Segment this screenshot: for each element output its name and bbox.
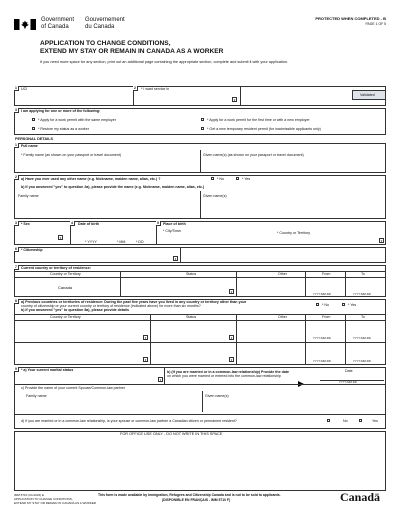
dob-day-label: * DD bbox=[136, 240, 144, 244]
other-names-yes-checkbox[interactable] bbox=[236, 177, 239, 180]
other-given-name-label: Given name(s) bbox=[203, 194, 227, 198]
form-title-line2: EXTEND MY STAY OR REMAIN IN CANADA AS A WORKER bbox=[40, 47, 224, 55]
footer-french: (DISPONIBLE EN FRANÇAIS - IMM 5710 F) bbox=[162, 498, 231, 502]
other-names-divider bbox=[200, 191, 201, 219]
apply-option-new-employer-checkbox[interactable] bbox=[201, 118, 204, 121]
gov-en-line2: of Canada bbox=[41, 23, 69, 30]
uci-input[interactable] bbox=[20, 93, 132, 103]
form-title bbox=[40, 40, 223, 56]
residence-col-country: Country or Territory bbox=[50, 272, 81, 276]
previous-residence-q-line1: a) Previous countries or territories of residence: During the past five years have you lived in any country or territory other than your bbox=[21, 300, 247, 304]
citizenship-row bbox=[14, 247, 386, 263]
sex-number: 3 bbox=[14, 221, 19, 226]
previous-residence-number: 8 bbox=[14, 299, 19, 304]
marital-divider bbox=[164, 367, 165, 384]
spouse-name-label: c) Provide the name of your current Spouse/Common-law partner bbox=[21, 386, 126, 390]
protected-label: PROTECTED WHEN COMPLETED - B bbox=[315, 16, 386, 21]
dob-label: Date of birth bbox=[78, 222, 100, 226]
previous-residence-no-label: * No bbox=[322, 303, 329, 307]
other-names-no-label: * No bbox=[217, 177, 224, 181]
apply-option-restore-label: * Restore my status as a worker bbox=[38, 127, 89, 131]
residence-number: 7 bbox=[14, 265, 19, 270]
footer-form-id bbox=[14, 494, 96, 506]
residence-v1 bbox=[120, 271, 121, 297]
marital-number: 9 bbox=[14, 367, 19, 372]
apply-number: 3 bbox=[14, 108, 19, 113]
full-name-label: Full name bbox=[21, 144, 38, 148]
apply-option-new-employer-label: * Apply for a work permit for the first time or with a new employer bbox=[207, 118, 310, 122]
service-label: * I want service in bbox=[141, 87, 170, 91]
marriage-date-q-line2: on which you were married or entered into the common-law relationship bbox=[167, 374, 281, 379]
marital-line-1 bbox=[14, 384, 386, 385]
spouse-status-question: d) If you are married or in a common-law relationship, is your spouse or common-law partner a Canadian citizen or permanent resident? bbox=[21, 419, 237, 423]
prev-col-country: Country or Territory bbox=[50, 315, 81, 319]
spouse-status-no-label: No bbox=[343, 419, 348, 423]
marriage-date-format: YYYY-MM-DD bbox=[339, 380, 357, 384]
citizenship-number: 6 bbox=[14, 247, 19, 252]
residence-col-from: From bbox=[322, 272, 331, 276]
spouse-status-no-checkbox[interactable] bbox=[327, 419, 330, 422]
pob-label: Place of birth bbox=[163, 222, 186, 226]
given-name-input[interactable] bbox=[203, 159, 383, 171]
personal-details-heading: PERSONAL DETAILS bbox=[15, 137, 54, 141]
apply-option-same-employer-label: * Apply for a work permit with the same employer bbox=[38, 118, 116, 122]
apply-option-restore-checkbox[interactable] bbox=[32, 127, 35, 130]
apply-option-trp-label: * Get a new temporary resident permit (for inadmissible applicants only) bbox=[207, 127, 321, 131]
residence-col-other: Other bbox=[278, 272, 287, 276]
footer-form-title-2: EXTEND MY STAY OR REMAIN IN CANADA AS A WORKER bbox=[14, 500, 96, 505]
previous-residence-question bbox=[21, 300, 246, 312]
footer-form-number: IMM 5710 (04-2022) E bbox=[14, 493, 45, 497]
other-names-yes-label: * Yes bbox=[242, 177, 251, 181]
marriage-date-label: Date bbox=[345, 369, 353, 373]
gov-name-en bbox=[41, 17, 74, 31]
footer-availability: This form is made available by Immigration, Refugees and Citizenship Canada and is not to be sold to applicants. bbox=[98, 493, 281, 497]
sex-select[interactable]: ▾ bbox=[59, 236, 62, 240]
marriage-date-q-line1: b) (If you are married or in a common-law relationship) Provide the date bbox=[167, 370, 290, 374]
full-name-number: 1 bbox=[14, 143, 19, 148]
pob-country-label: * Country or Territory bbox=[277, 231, 311, 235]
prev-row-line bbox=[14, 342, 386, 343]
previous-residence-details: b) If you answered "yes" to question 8a), please provide details bbox=[21, 308, 130, 313]
residence-label: Current country or territory of residence: bbox=[21, 266, 91, 270]
family-name-input[interactable] bbox=[20, 159, 198, 171]
service-divider bbox=[240, 86, 241, 106]
footer-form-title-1: APPLICATION TO CHANGE CONDITIONS, bbox=[14, 496, 73, 501]
residence-cols-line bbox=[14, 277, 386, 278]
prev-col-to: To bbox=[361, 315, 365, 319]
previous-residence-no-checkbox[interactable] bbox=[316, 303, 319, 306]
residence-to-format: YYYY-MM-DD bbox=[353, 292, 371, 296]
residence-v3 bbox=[305, 271, 306, 297]
previous-residence-q-line2: country of citizenship or your current country or territory of residence (indicated above) for more than six months? bbox=[21, 304, 201, 309]
prev-col-from: From bbox=[322, 315, 331, 319]
residence-country-value: Canada bbox=[58, 285, 73, 290]
prev-status-select-1[interactable]: ▾ bbox=[230, 336, 233, 340]
prev-to-format-2: YYYY-MM-DD bbox=[353, 359, 371, 363]
other-family-name-input[interactable] bbox=[18, 200, 198, 217]
gov-fr-line2: du Canada bbox=[85, 23, 115, 30]
spouse-status-yes-checkbox[interactable] bbox=[359, 419, 362, 422]
spouse-name-divider bbox=[202, 391, 203, 412]
marital-label: * a) Your current marital status bbox=[21, 368, 74, 372]
other-family-name-label: Family name bbox=[18, 194, 39, 198]
dob-month-label: * MM bbox=[117, 240, 126, 244]
dob-input[interactable] bbox=[76, 228, 154, 240]
pob-city-input[interactable] bbox=[163, 234, 273, 243]
pob-number: 5 bbox=[156, 221, 161, 226]
instructions: If you need more space for any section, print out an additional page containing the appropriate section, complete and submit it with your application. bbox=[40, 60, 289, 64]
residence-col-to: To bbox=[361, 272, 365, 276]
citizenship-divider bbox=[180, 247, 181, 263]
residence-v4 bbox=[345, 271, 346, 297]
given-name-label: Given name(s) (as shown on your passport or travel document) bbox=[203, 153, 304, 157]
prev-v3 bbox=[305, 314, 306, 365]
prev-col-status: Status bbox=[186, 315, 197, 319]
other-names-number: 2 bbox=[14, 175, 19, 180]
apply-option-same-employer-checkbox[interactable] bbox=[32, 118, 35, 121]
marriage-date-arrow-icon bbox=[298, 374, 304, 392]
dob-number: 4 bbox=[70, 221, 75, 226]
prev-v4 bbox=[345, 314, 346, 365]
dob-year-label: * YYYY bbox=[85, 240, 97, 244]
gov-en-line1: Government bbox=[41, 17, 75, 23]
residence-from-format: YYYY-MM-DD bbox=[313, 292, 331, 296]
spouse-given-name-label: Given name(s) bbox=[205, 394, 229, 398]
residence-v2 bbox=[236, 271, 237, 297]
other-names-question: a) Have you ever used any other name (e.g. Nickname, maiden name, alias, etc.) ? bbox=[21, 177, 161, 181]
sex-label: * Sex bbox=[21, 222, 30, 226]
office-use-label: FOR OFFICE USE ONLY - DO NOT WRITE IN THIS SPACE bbox=[120, 432, 223, 436]
page-number: PAGE 1 OF 5 bbox=[365, 22, 386, 26]
prev-v1 bbox=[150, 314, 151, 365]
spouse-given-name-input[interactable] bbox=[205, 399, 383, 410]
prev-from-format-1: YYYY-MM-DD bbox=[313, 336, 331, 340]
previous-residence-yes-label: * Yes bbox=[348, 303, 357, 307]
spouse-family-name-label: Family name bbox=[26, 394, 47, 398]
validated-label: Validated bbox=[360, 93, 375, 97]
prev-to-format-1: YYYY-MM-DD bbox=[353, 336, 371, 340]
prev-status-select-2[interactable]: ▾ bbox=[230, 358, 233, 362]
prev-country-select-2[interactable]: ▾ bbox=[144, 358, 147, 362]
citizenship-label: * Citizenship bbox=[21, 248, 43, 252]
prev-from-format-2: YYYY-MM-DD bbox=[313, 359, 331, 363]
pob-city-label: * City/Town bbox=[163, 229, 181, 233]
service-select[interactable]: ▾ bbox=[233, 98, 236, 102]
spouse-status-yes-label: Yes bbox=[372, 419, 378, 423]
marriage-date-question bbox=[167, 370, 289, 378]
previous-residence-yes-checkbox[interactable] bbox=[342, 303, 345, 306]
residence-status-select[interactable]: ▾ bbox=[230, 290, 233, 294]
uci-number: 1 bbox=[14, 86, 19, 91]
service-number: 2 bbox=[133, 86, 138, 91]
prev-country-select-1[interactable]: ▾ bbox=[144, 336, 147, 340]
apply-label: I am applying for one or more of the following: bbox=[21, 109, 101, 113]
residence-other-input[interactable] bbox=[238, 279, 303, 295]
marital-select[interactable]: ▾ bbox=[159, 378, 162, 382]
apply-option-trp-checkbox[interactable] bbox=[201, 127, 204, 130]
other-names-no-checkbox[interactable] bbox=[211, 177, 214, 180]
canada-flag-icon bbox=[14, 17, 36, 28]
other-names-details-question: b) If you answered "yes" to question 2a), please provide the name (e.g. Nickname, maiden name, alias, etc.) bbox=[21, 185, 205, 189]
uci-label: UCI bbox=[21, 87, 28, 91]
prev-v2 bbox=[236, 314, 237, 365]
marital-line-2 bbox=[14, 414, 386, 415]
other-given-name-input[interactable] bbox=[203, 200, 383, 217]
canada-wordmark-logo: Canadä bbox=[340, 490, 381, 504]
citizenship-select[interactable]: ▾ bbox=[174, 257, 177, 261]
prev-cols-line bbox=[14, 320, 386, 321]
gov-fr-line1: Gouvernement bbox=[85, 17, 125, 23]
full-name-divider bbox=[200, 150, 201, 173]
form-title-line1: APPLICATION TO CHANGE CONDITIONS, bbox=[40, 40, 171, 47]
family-name-label: * Family name (as shown on your passport or travel document) bbox=[21, 153, 122, 157]
office-use-box bbox=[14, 431, 386, 491]
prev-col-other: Other bbox=[278, 315, 287, 319]
spouse-family-name-input[interactable] bbox=[24, 399, 200, 410]
residence-col-status: Status bbox=[186, 272, 197, 276]
gov-name-fr bbox=[85, 17, 125, 31]
pob-country-select[interactable]: ▾ bbox=[380, 239, 383, 243]
